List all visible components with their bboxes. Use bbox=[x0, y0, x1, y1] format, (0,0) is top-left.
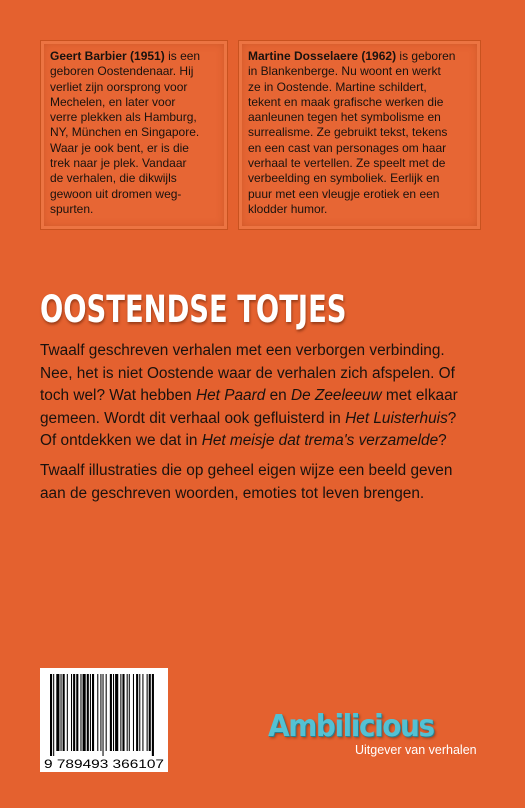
author-name: Geert Barbier (1951) bbox=[50, 49, 165, 63]
bio-line: verhaal te vertellen. Ze speelt met de bbox=[248, 156, 446, 171]
bio-line: is een bbox=[164, 49, 201, 63]
barcode-graphic bbox=[40, 668, 168, 772]
author-bio-geert bbox=[40, 40, 228, 230]
story-title: Het meisje dat trema's verzamelde bbox=[201, 432, 439, 449]
book-title: OOSTENDSE TOTJES bbox=[40, 288, 347, 331]
bio-line: en een cast van personages om haar bbox=[248, 140, 447, 155]
barcode-bar bbox=[92, 674, 94, 751]
blurb-line: ? bbox=[438, 432, 447, 449]
bio-line: Mechelen, en later voor bbox=[50, 94, 176, 109]
bio-line: klodder humor. bbox=[248, 201, 328, 216]
barcode-bar bbox=[63, 674, 65, 751]
blurb-line: gemeen. Wordt dit verhaal ook gefluisterd in bbox=[40, 409, 346, 427]
bio-line: puur met een vleugje erotiek en een bbox=[248, 186, 440, 201]
barcode-bar bbox=[115, 674, 118, 751]
barcode-bar bbox=[113, 674, 114, 751]
barcode-bar bbox=[83, 674, 86, 751]
publisher-name: Ambilicious bbox=[268, 709, 434, 744]
barcode-bar bbox=[67, 674, 68, 751]
bio-line: verre plekken als Hamburg, bbox=[50, 110, 197, 125]
barcode-bar bbox=[61, 674, 62, 751]
barcode-bar bbox=[129, 674, 130, 751]
bio-line: NY, München en Singapore. bbox=[50, 125, 200, 140]
barcode-bar bbox=[136, 674, 138, 751]
blurb-paragraph-2 bbox=[40, 460, 490, 505]
bio-line: de verhalen, die dikwijls bbox=[50, 171, 177, 186]
barcode-bar bbox=[152, 674, 154, 756]
story-title: De Zeeleeuw bbox=[290, 387, 382, 404]
blurb-line: en bbox=[265, 387, 291, 404]
blurb-line: Nee, het is niet Oostende waar de verhalen zich afspelen. Of bbox=[40, 364, 455, 382]
barcode-bar bbox=[80, 674, 81, 751]
blurb-line: aan de geschreven woorden, emoties tot leven brengen. bbox=[40, 484, 425, 502]
barcode-bar bbox=[71, 674, 72, 751]
barcode-bar bbox=[53, 674, 54, 756]
barcode-bar bbox=[56, 674, 59, 751]
barcode-bar bbox=[97, 674, 98, 751]
barcode-bar bbox=[122, 674, 124, 751]
bio-line: gewoon uit dromen weg- bbox=[50, 186, 182, 201]
publisher-tagline: Uitgever van verhalen bbox=[355, 743, 477, 757]
blurb-line: ? bbox=[447, 409, 457, 427]
barcode-bar bbox=[110, 674, 112, 751]
barcode-bar bbox=[149, 674, 151, 751]
barcode-bar bbox=[120, 674, 121, 751]
barcode-bar bbox=[133, 674, 134, 751]
blurb-line: met elkaar bbox=[381, 387, 458, 404]
blurb-line: Twaalf geschreven verhalen met een verborgen verbinding. bbox=[40, 342, 445, 359]
bio-line: verbeelding en symboliek. Eerlijk en bbox=[248, 171, 440, 186]
bio-line: aanleunen tegen het symbolisme en bbox=[248, 110, 441, 125]
bio-line: ze in Oostende. Martine schildert, bbox=[248, 79, 427, 94]
bio-line: is geboren bbox=[396, 49, 456, 63]
author-name: Martine Dosselaere (1962) bbox=[248, 49, 397, 63]
bio-line: geboren Oostendenaar. Hij bbox=[50, 64, 194, 79]
blurb-line: Of ontdekken we dat in bbox=[40, 432, 202, 449]
story-title: Het Paard bbox=[196, 387, 266, 404]
barcode-bar bbox=[147, 674, 148, 751]
barcode-bar bbox=[127, 674, 128, 751]
bio-line: in Blankenberge. Nu woont en werkt bbox=[248, 64, 441, 79]
bio-line: verliet zijn oorsprong voor bbox=[50, 79, 188, 94]
barcode-bar bbox=[100, 674, 101, 751]
barcode-bar bbox=[76, 674, 78, 751]
bio-line: tekent en maak grafische werken die bbox=[248, 94, 444, 109]
blurb-line: Twaalf illustraties die op geheel eigen wijze een beeld geven bbox=[40, 462, 453, 479]
blurb-line: toch wel? Wat hebben bbox=[40, 387, 196, 404]
barcode-bar bbox=[87, 674, 89, 751]
barcode-bar bbox=[139, 674, 140, 751]
barcode-bar bbox=[90, 674, 91, 751]
barcode-bar bbox=[142, 674, 143, 751]
isbn-digits: 9 789493 366107 bbox=[44, 759, 164, 771]
bio-line: trek naar je plek. Vandaar bbox=[50, 156, 187, 171]
story-title: Het Luisterhuis bbox=[345, 409, 448, 427]
bio-line: surrealisme. Ze gebruikt tekst, tekens bbox=[248, 125, 448, 140]
publisher-logo bbox=[268, 709, 490, 757]
blurb-paragraph-1 bbox=[40, 340, 490, 453]
isbn-barcode bbox=[40, 668, 168, 772]
bio-line: Waar je ook bent, er is die bbox=[50, 140, 189, 155]
bio-line: spurten. bbox=[50, 201, 94, 216]
barcode-bar bbox=[73, 674, 75, 751]
barcode-bar bbox=[103, 674, 104, 756]
author-bio-martine bbox=[238, 40, 481, 230]
barcode-bar bbox=[50, 674, 52, 756]
barcode-bar bbox=[106, 674, 107, 751]
